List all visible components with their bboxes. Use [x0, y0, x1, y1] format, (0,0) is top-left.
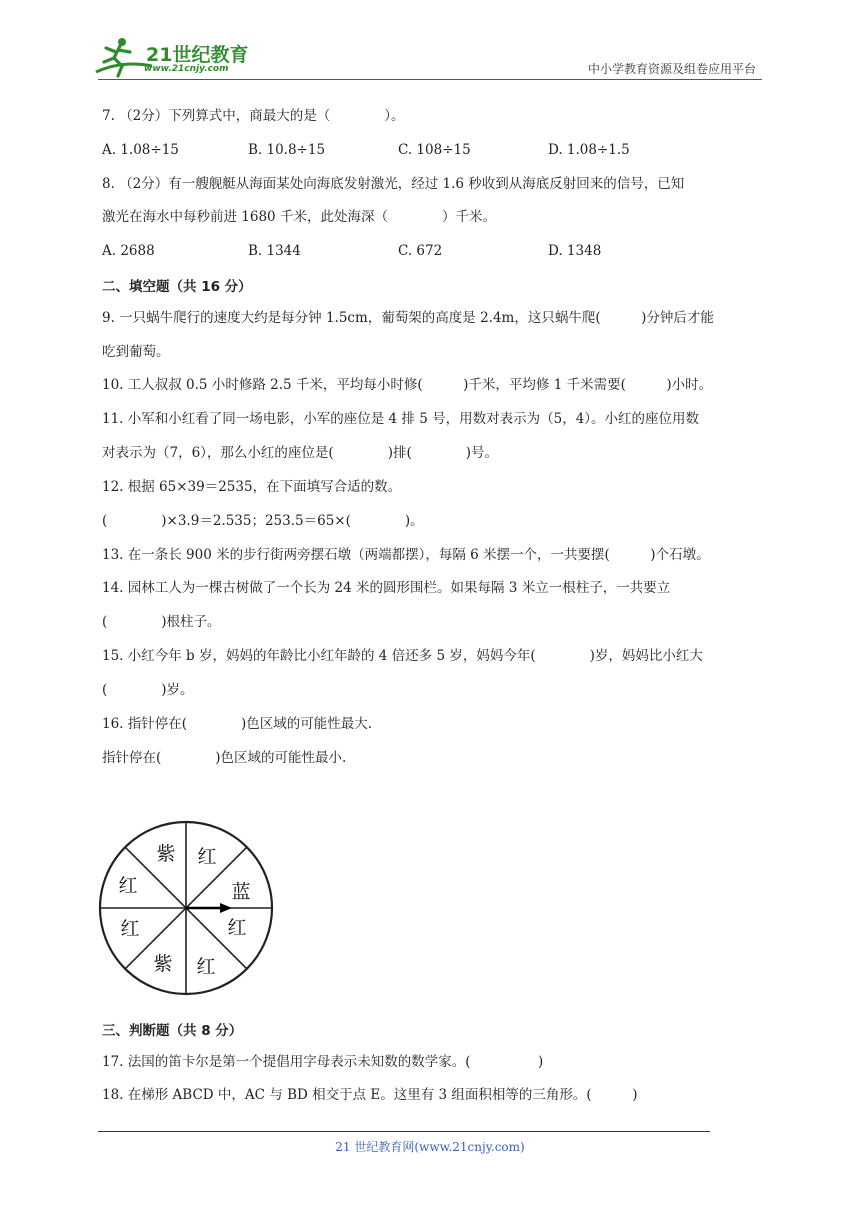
q8-option-d: D. 1348 — [548, 243, 602, 259]
header-divider — [98, 79, 762, 80]
wheel-label-red-lower-left: 红 — [120, 918, 140, 940]
q8-option-a: A. 2688 — [102, 243, 155, 259]
footer-divider — [98, 1131, 710, 1132]
q9-line2: 吃到葡萄。 — [102, 344, 170, 360]
wheel-label-blue: 蓝 — [231, 881, 251, 903]
wheel-label-red-bottom: 红 — [196, 956, 216, 978]
header-platform-name: 中小学教育资源及组卷应用平台 — [587, 62, 756, 76]
q8-option-c: C. 672 — [398, 243, 443, 259]
q14-line2: ( )根柱子。 — [102, 614, 221, 630]
q7-option-d: D. 1.08÷1.5 — [548, 142, 630, 158]
q15-line1: 15. 小红今年 b 岁，妈妈的年龄比小红年龄的 4 倍还多 5 岁，妈妈今年( )岁，妈妈比小红大 — [102, 648, 703, 664]
footer-text: 21 世纪教育网(www.21cnjy.com) — [335, 1140, 525, 1154]
q18: 18. 在梯形 ABCD 中，AC 与 BD 相交于点 E。这里有 3 组面积相等的三角形。( ) — [102, 1087, 638, 1103]
wheel-label-red-upper-left: 红 — [118, 875, 138, 897]
q11-line1: 11. 小军和小红看了同一场电影，小军的座位是 4 排 5 号，用数对表示为（5，4）。小红的座位用数 — [102, 411, 700, 427]
q7-option-c: C. 108÷15 — [398, 142, 471, 158]
q14-line1: 14. 园林工人为一棵古树做了一个长为 24 米的圆形围栏。如果每隔 3 米立一根柱子，一共要立 — [102, 580, 671, 596]
q12-line1: 12. 根据 65×39＝2535，在下面填写合适的数。 — [102, 479, 402, 495]
q13: 13. 在一条长 900 米的步行街两旁摆石墩（两端都摆），每隔 6 米摆一个，一共要摆( )个石墩。 — [102, 547, 710, 563]
logo-url: www.21cnjy.com — [144, 64, 229, 74]
q8-option-b: B. 1344 — [248, 243, 301, 259]
q7-option-b: B. 10.8÷15 — [248, 142, 326, 158]
wheel-label-red-lower-right: 红 — [227, 917, 247, 939]
q9-line1: 9. 一只蜗牛爬行的速度大约是每分钟 1.5cm，葡萄架的高度是 2.4m，这只蜗牛爬( )分钟后才能 — [102, 310, 714, 326]
section-fill-in-title: 二、填空题（共 16 分） — [102, 279, 252, 295]
spinner-wheel-diagram — [96, 818, 276, 998]
wheel-label-red-top: 红 — [197, 846, 217, 868]
q7-option-a: A. 1.08÷15 — [102, 142, 179, 158]
q16-line1: 16. 指针停在( )色区域的可能性最大. — [102, 716, 373, 732]
q11-line2: 对表示为（7，6），那么小红的座位是( )排( )号。 — [102, 445, 498, 461]
wheel-label-purple-top: 紫 — [156, 843, 176, 865]
q8-line2: 激光在海水中每秒前进 1680 千米，此处海深（ ）千米。 — [102, 209, 496, 225]
q16-line2: 指针停在( )色区域的可能性最小. — [102, 750, 347, 766]
section-judge-title: 三、判断题（共 8 分） — [102, 1023, 243, 1039]
wheel-label-purple-bottom: 紫 — [153, 953, 173, 975]
q8-line1: 8. （2分）有一艘舰艇从海面某处向海底发射激光，经过 1.6 秒收到从海底反射回来的信号，已知 — [102, 176, 685, 192]
q7-stem: 7. （2分）下列算式中，商最大的是（ ）。 — [102, 108, 405, 124]
q17: 17. 法国的笛卡尔是第一个提倡用字母表示未知数的数学家。( ) — [102, 1054, 544, 1070]
q10: 10. 工人叔叔 0.5 小时修路 2.5 千米，平均每小时修( )千米，平均修 1 千米需要( )小时。 — [102, 377, 713, 393]
q15-line2: ( )岁。 — [102, 682, 194, 698]
logo-text: 21世纪教育 — [146, 44, 249, 66]
q12-line2: ( )×3.9＝2.535；253.5＝65×( )。 — [102, 513, 424, 529]
